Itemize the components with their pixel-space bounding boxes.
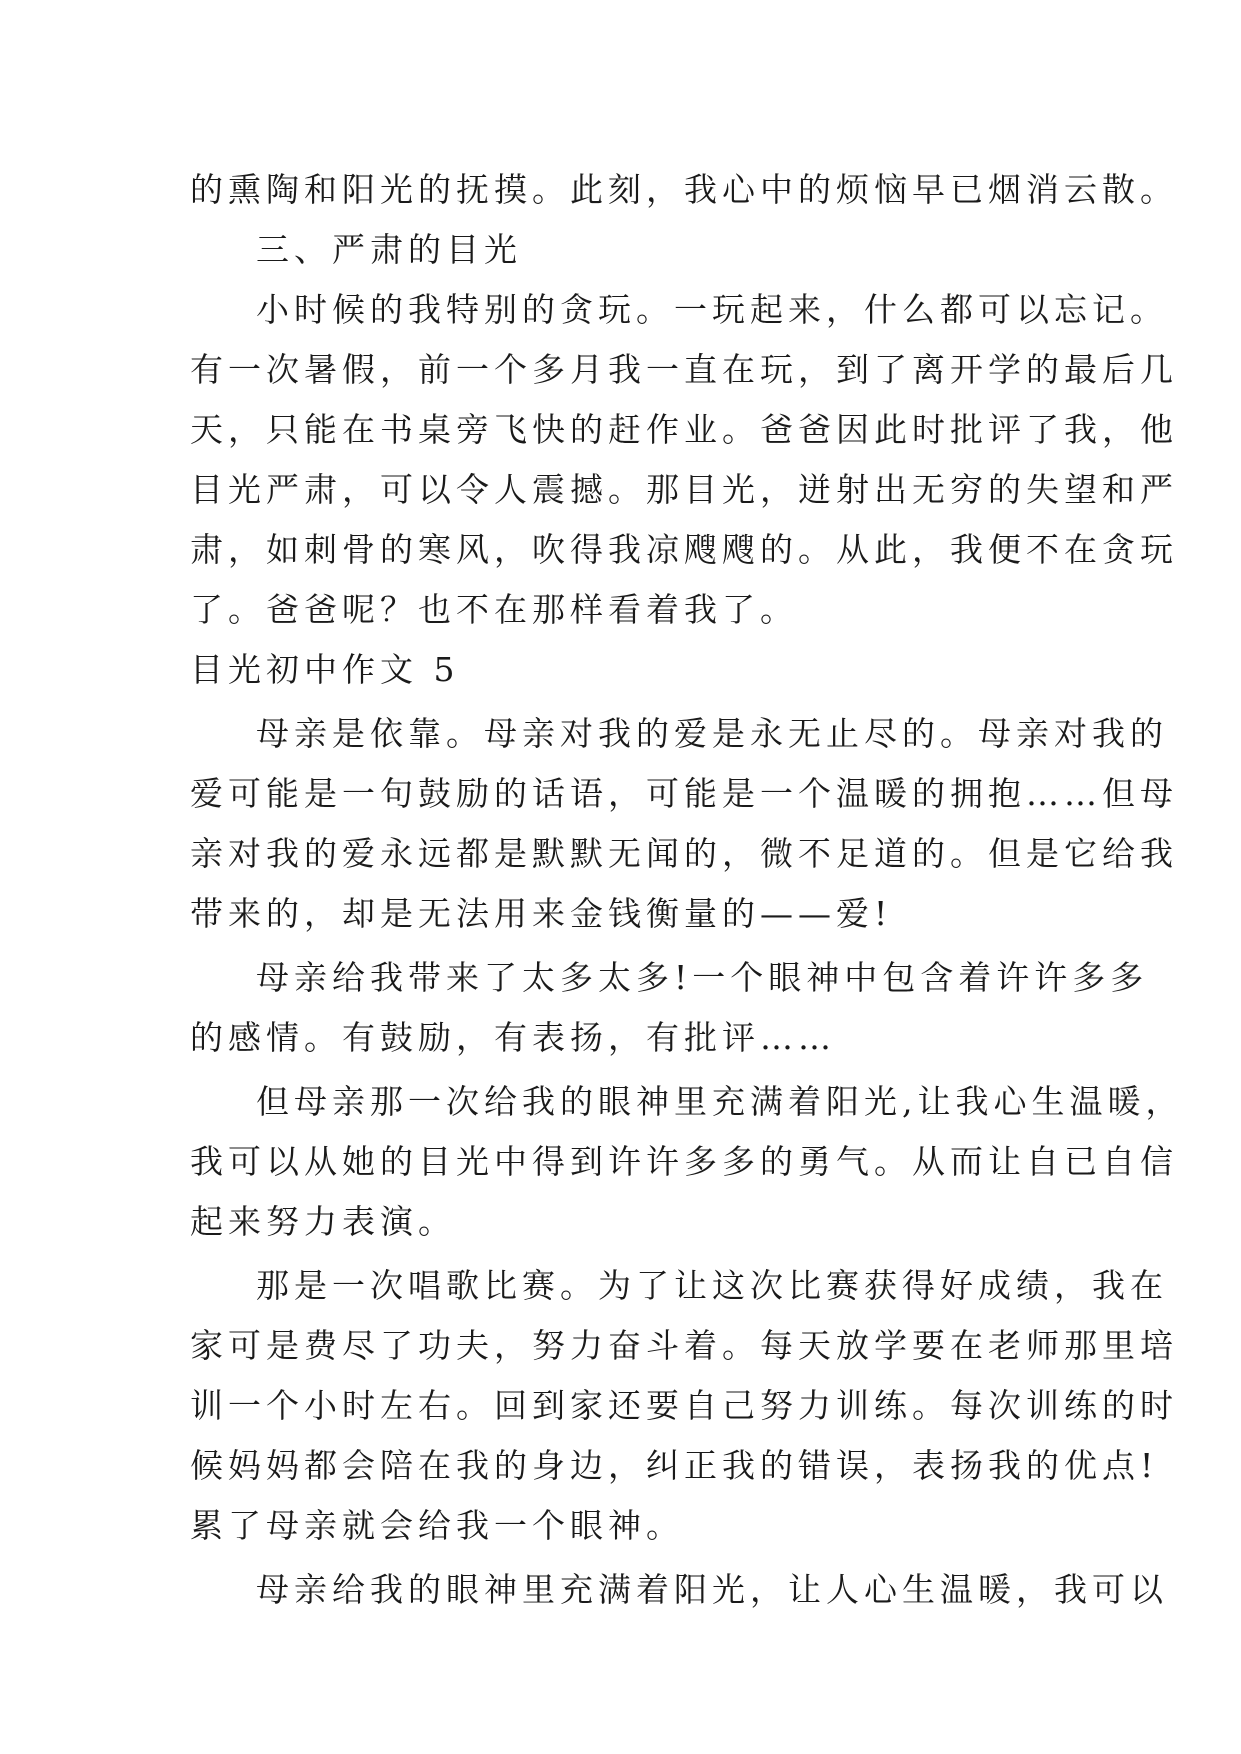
essay-title: 目光初中作文 5: [190, 650, 460, 689]
text-line: 但母亲那一次给我的眼神里充满着阳光,让我心生温暖，: [256, 1082, 1184, 1121]
text-line: 带来的，却是无法用来金钱衡量的——爱!: [190, 894, 893, 933]
text-line: 的感情。有鼓励，有表扬，有批评……: [190, 1018, 836, 1057]
text-line: 候妈妈都会陪在我的身边，纠正我的错误，表扬我的优点!: [190, 1446, 1159, 1485]
text-line: 母亲是依靠。母亲对我的爱是永无止尽的。母亲对我的: [256, 714, 1168, 753]
section-heading: 三、严肃的目光: [256, 230, 522, 269]
text-line: 母亲给我的眼神里充满着阳光，让人心生温暖，我可以: [256, 1570, 1168, 1609]
text-line: 目光严肃，可以令人震撼。那目光，迸射出无穷的失望和严: [190, 470, 1178, 509]
text-line: 的熏陶和阳光的抚摸。此刻，我心中的烦恼早已烟消云散。: [190, 170, 1178, 209]
text-line: 那是一次唱歌比赛。为了让这次比赛获得好成绩，我在: [256, 1266, 1168, 1305]
text-line: 起来努力表演。: [190, 1202, 456, 1241]
text-line: 母亲给我带来了太多太多!一个眼神中包含着许许多多: [256, 958, 1149, 997]
document-page: [190, 160, 1184, 1620]
text-line: 累了母亲就会给我一个眼神。: [190, 1506, 684, 1545]
text-line: 爱可能是一句鼓励的话语，可能是一个温暖的拥抱……但母: [190, 774, 1178, 813]
text-line: 肃，如刺骨的寒风，吹得我凉飕飕的。从此，我便不在贪玩: [190, 530, 1178, 569]
text-line: 有一次暑假，前一个多月我一直在玩，到了离开学的最后几: [190, 350, 1178, 389]
text-line: 家可是费尽了功夫，努力奋斗着。每天放学要在老师那里培: [190, 1326, 1178, 1365]
text-line: 我可以从她的目光中得到许许多多的勇气。从而让自已自信: [190, 1142, 1178, 1181]
text-line: 亲对我的爱永远都是默默无闻的，微不足道的。但是它给我: [190, 834, 1178, 873]
text-line: 训一个小时左右。回到家还要自己努力训练。每次训练的时: [190, 1386, 1178, 1425]
text-line: 天，只能在书桌旁飞快的赶作业。爸爸因此时批评了我，他: [190, 410, 1178, 449]
text-line: 小时候的我特别的贪玩。一玩起来，什么都可以忘记。: [256, 290, 1168, 329]
text-line: 了。爸爸呢？也不在那样看着我了。: [190, 590, 798, 629]
